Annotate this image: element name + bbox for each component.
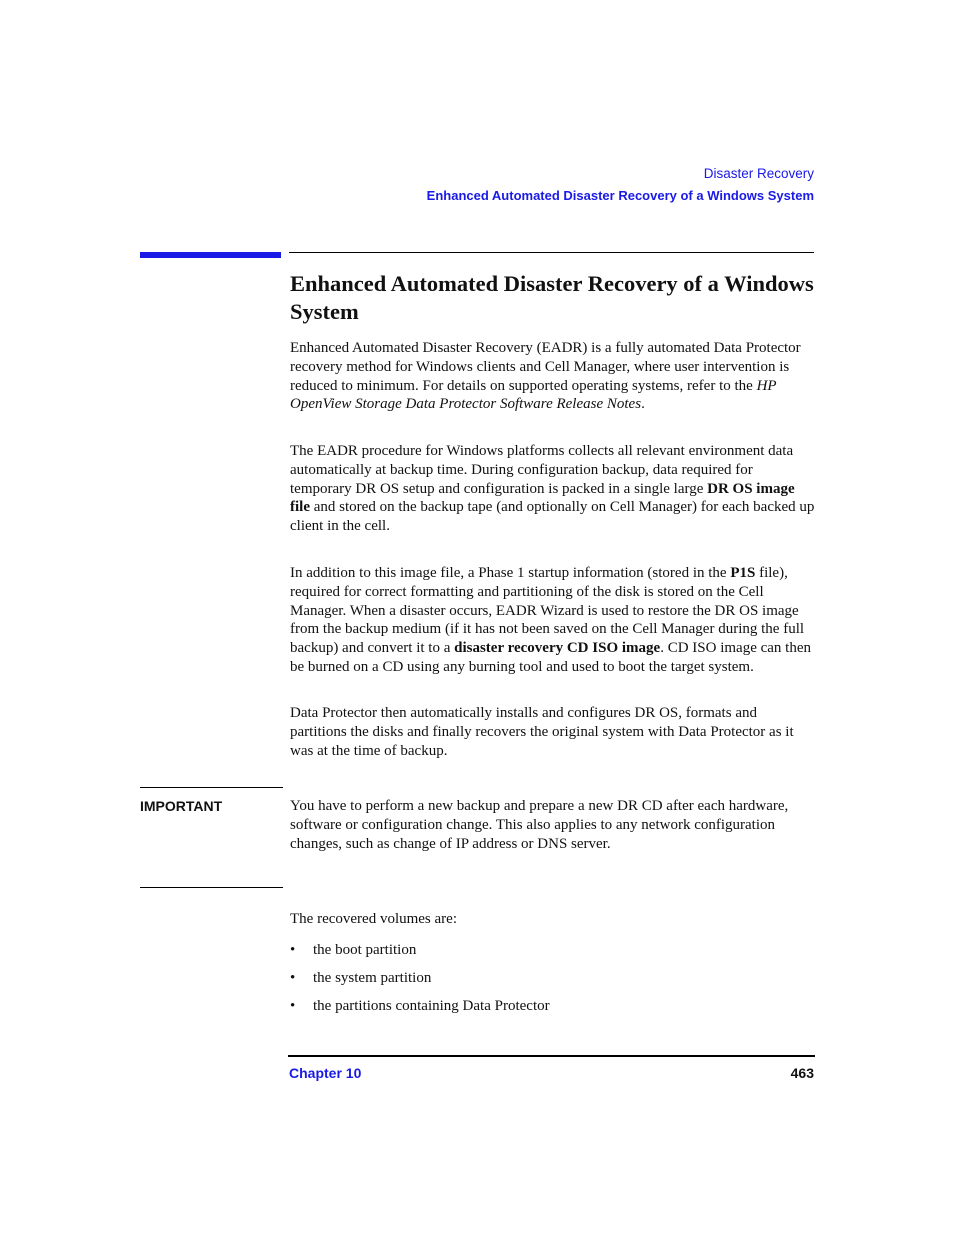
list-item [290, 997, 815, 1025]
important-label: IMPORTANT [140, 798, 223, 814]
p3-text-a: In addition to this image file, a Phase 1 startup information (stored in the [290, 565, 731, 581]
list-item-text: the system partition [313, 970, 432, 986]
footer-rule [288, 1055, 815, 1057]
release-notes-reference: HP OpenView Storage Data Protector Software Release Notes [290, 377, 777, 413]
p2-text-a: The EADR procedure for Windows platforms collects all relevant environment data automatically at backup time. During configuration backup, data required for temporary DR OS setup and configuration is packed in a single large [290, 443, 794, 497]
footer-chapter: Chapter 10 [289, 1065, 362, 1081]
term-dr-os-image-file: DR OS image file [290, 480, 795, 516]
paragraph-auto-install: Data Protector then automatically installs and configures DR OS, formats and partitions the disks and finally recovers the original system with Data Protector as it was at the time of backup. [290, 705, 794, 759]
p2-text-b: and stored on the backup tape (and optionally on Cell Manager) for each backed up client in the cell. [290, 499, 815, 535]
section-title: Enhanced Automated Disaster Recovery of a Windows System [290, 271, 814, 324]
p3-text-c: . CD ISO image can then be burned on a CD using any burning tool and used to boot the target system. [290, 640, 811, 675]
paragraph-eadr-intro [290, 339, 815, 414]
term-cd-iso-image: disaster recovery CD ISO image [454, 640, 661, 657]
term-p1s: P1S [730, 565, 756, 581]
recovered-volumes-list [290, 941, 815, 1025]
p3-text-b: file), required for correct formatting and partitioning of the disk is stored on the Cell Manager. When a disaster occurs, EADR Wizard is used to restore the DR OS image from the backup medium (if it has not been saved on the Cell Manager during the full backup) and convert it to a [290, 565, 805, 657]
list-item [290, 941, 815, 969]
list-item-text: the partitions containing Data Protector [313, 998, 550, 1014]
running-head-chapter: Disaster Recovery [703, 166, 814, 181]
important-note-text: You have to perform a new backup and prepare a new DR CD after each hardware, software or configuration change. This also applies to any network configuration changes, such as change of IP address or DNS server. [290, 798, 789, 852]
p1-text-a: Enhanced Automated Disaster Recovery (EADR) is a fully automated Data Protector recovery method for Windows clients and Cell Manager, where user intervention is reduced to minimum. For details on supported operating systems, refer to the [290, 340, 801, 394]
paragraph-eadr-procedure [290, 442, 815, 536]
list-item-text: the boot partition [313, 942, 417, 958]
running-head-section: Enhanced Automated Disaster Recovery of a Windows System [426, 188, 814, 203]
paragraph-p1s-info [290, 564, 815, 677]
important-bottom-rule [140, 887, 283, 888]
bullet-icon: • [290, 970, 296, 986]
volumes-intro: The recovered volumes are: [290, 911, 457, 927]
section-marker-bar [140, 252, 281, 258]
bullet-icon: • [290, 998, 296, 1014]
section-top-rule [289, 252, 814, 253]
bullet-icon: • [290, 942, 296, 958]
p1-text-b: . [641, 396, 645, 413]
list-item [290, 969, 815, 997]
important-top-rule [140, 787, 283, 788]
footer-page-number: 463 [790, 1065, 814, 1081]
